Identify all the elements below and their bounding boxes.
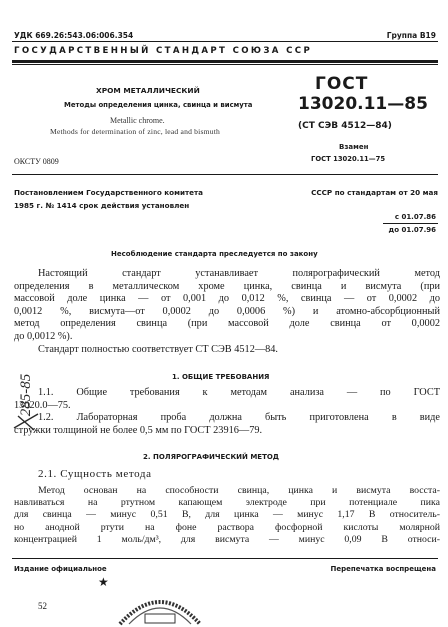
official-edition: Издание официальное <box>14 565 107 573</box>
decree-line-1-left: Постановлением Государственного комитета <box>14 188 204 197</box>
section-2-line: концентрацией 1 моль/дм³, для висмута — минус 0,09 В относи- <box>14 533 440 545</box>
title-en: Metallic chrome. <box>110 116 165 125</box>
title-rule <box>12 174 438 175</box>
title-ru: ХРОМ МЕТАЛЛИЧЕСКИЙ <box>96 86 200 95</box>
valid-to: до 01.07.96 <box>388 226 436 234</box>
intro-line: определения в металлическом хроме цинка, свинца и висмута (при <box>14 280 440 292</box>
intro-line: до 0,0012 %). <box>14 330 73 342</box>
replaces-label: Взамен <box>339 143 369 151</box>
gost-label: ГОСТ <box>315 74 369 94</box>
date-underline <box>383 223 438 224</box>
group-code: Группа В19 <box>386 31 436 40</box>
valid-from: с 01.07.86 <box>394 213 436 221</box>
footer-rule <box>12 558 438 559</box>
intro-line: метод определения свинца (при массовой доле свинца от 0,0002 <box>14 318 440 330</box>
intro-line: Настоящий стандарт устанавливает полярографический метод <box>38 268 440 279</box>
top-rule <box>12 41 438 42</box>
banner-rule-thick <box>12 60 438 63</box>
banner-rule-thin <box>12 64 438 65</box>
decree-line-2: 1985 г. № 1414 срок действия установлен <box>14 201 190 210</box>
section-1-line: 1.2. Лабораторная проба должна быть приготовлена в виде <box>38 412 440 424</box>
decree-text <box>14 186 438 212</box>
section-2-line: навливаться на ртутном капающем электроде при потенциале пика <box>14 497 440 509</box>
handwritten-note <box>6 350 46 440</box>
section-2-line: но анодной ртути на фоне раствора фосфорной кислоты молярной <box>14 521 440 533</box>
section-1-body <box>14 387 440 437</box>
handwritten-note-text <box>18 373 34 416</box>
library-stamp-icon <box>115 586 205 626</box>
intro-paragraph <box>14 268 440 356</box>
gost-number: 13020.11—85 <box>298 94 428 114</box>
okstu-code: ОКСТУ 0809 <box>14 157 59 166</box>
subtitle-ru: Методы определения цинка, свинца и висмута <box>64 101 253 109</box>
section-1-line: 1.1. Общие требования к методам анализа — по ГОСТ <box>38 387 440 398</box>
section-1-heading: 1. ОБЩИЕ ТРЕБОВАНИЯ <box>172 373 270 381</box>
decree-line-1-right: СССР по стандартам от 20 мая <box>311 188 438 197</box>
reprint-prohibited: Перепечатка воспрещена <box>330 565 436 573</box>
compliance-statement: Стандарт полностью соответствует СТ СЭВ 4512—84. <box>38 343 279 355</box>
section-2-line: Метод основан на способности свинца, цинка и висмута восста- <box>38 485 440 496</box>
subtitle-en: Methods for determination of zinc, lead and bismuth <box>50 127 221 136</box>
section-2-body <box>14 485 440 546</box>
section-2-heading: 2. ПОЛЯРОГРАФИЧЕСКИЙ МЕТОД <box>143 453 280 461</box>
svg-text:285-85: 285-85 <box>18 373 34 417</box>
udk-code: УДК 669.26:543.06:006.354 <box>14 31 134 40</box>
section-2-1-heading: 2.1. Сущность метода <box>38 468 152 480</box>
replaces-standard: ГОСТ 13020.11—75 <box>311 155 386 163</box>
intro-line: массовой доле цинка — от 0,001 до 0,012 %, свинца — от 0,0002 до <box>14 293 440 305</box>
section-1-line: 13020.0—75. <box>14 399 71 411</box>
state-standard-banner: ГОСУДАРСТВЕННЫЙ СТАНДАРТ СОЮЗА ССР <box>14 46 313 56</box>
law-warning: Несоблюдение стандарта преследуется по закону <box>111 250 318 258</box>
section-1-line: стружки толщиной не более 0,5 мм по ГОСТ 23916—79. <box>14 424 263 436</box>
intro-line: 0,0012 %, висмута—от 0,0002 до 0,0006 %) и атомно-абсорбционный <box>14 305 440 317</box>
section-2-line: для свинца — минус 0,51 В, для цинка — минус 1,17 В относитель- <box>14 509 440 521</box>
page-number: 52 <box>38 601 47 611</box>
star-icon: ★ <box>98 575 109 589</box>
sev-reference: (СТ СЭВ 4512—84) <box>298 121 392 131</box>
